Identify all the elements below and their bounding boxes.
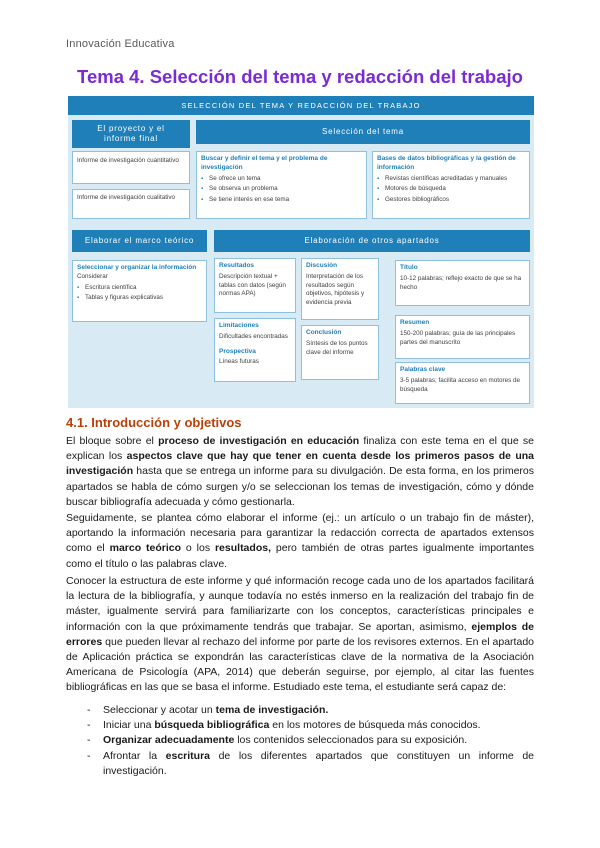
titulo-title: Título	[400, 264, 418, 271]
objective-item	[87, 703, 534, 718]
titulo-text: 10-12 palabras; reflejo exacto de que se ha hecho	[400, 274, 522, 291]
bold-run: Organizar adecuadamente	[103, 734, 235, 747]
text-run: Conocer la estructura de este informe y qué información recoge cada uno de los apartados facilitará la lectura de la bibliografía, y aunque todavía no estés inmerso en la realización del trabajo fin de máster, igualmente servirá para familiarizarte con los conceptos, características principales e información con la que próximamente tendrás que trabajar. Se aportan, asimismo,	[66, 575, 534, 633]
text-run: los contenidos seleccionados para su exposición.	[234, 734, 468, 747]
text-run: de los diferentes apartados que constituyen un informe de investigación.	[103, 749, 534, 777]
resultados-title: Resultados	[219, 262, 255, 269]
text-run: finaliza con este tema en el que se explican los	[66, 435, 534, 463]
discusion-box	[301, 258, 379, 320]
buscar-tema-box	[196, 151, 367, 219]
resultados-text: Descripción textual + tablas con datos (según normas APA)	[219, 272, 286, 298]
conclusion-box	[301, 325, 379, 380]
marco-title: Seleccionar y organizar la información	[77, 264, 197, 271]
marco-intro: Considerar	[77, 272, 108, 280]
palabras-clave-title: Palabras clave	[400, 366, 446, 373]
discusion-text: Interpretación de los resultados según objetivos, hipótesis y evidencia previa	[306, 272, 365, 307]
text-run: hasta que se entrega un informe para su divulgación. De esta forma, en los primeros apartados se habla de cómo surgen y/o se seleccionan los temas de investigación, cómo y dónde buscar bibliografía adecuada y cómo gestionarla.	[66, 465, 534, 508]
paragraph-3	[66, 574, 534, 696]
resumen-box	[395, 315, 530, 359]
bold-run: ejemplos de errores	[66, 620, 534, 648]
palabras-clave-box	[395, 362, 530, 404]
header-brand: Innovación Educativa	[66, 38, 175, 50]
diagram-top-bar: SELECCIÓN DEL TEMA Y REDACCIÓN DEL TRABAJO	[68, 96, 534, 115]
marco-heading: Elaborar el marco teórico	[72, 230, 207, 252]
objective-item	[87, 718, 534, 733]
resumen-title: Resumen	[400, 319, 430, 326]
conclusion-text: Síntesis de los puntos clave del informe	[306, 339, 368, 356]
bases-item: ▪ Gestores bibliográficos	[377, 196, 525, 205]
limitaciones-box	[214, 318, 296, 382]
limitaciones-text: Dificultades encontradas	[219, 332, 288, 340]
titulo-box	[395, 260, 530, 306]
text-run: pero también de otras partes igualmente importantes como el título o las palabras clave.	[66, 542, 534, 570]
text-run: Iniciar una	[103, 719, 155, 732]
text-run: en los motores de búsqueda más conocidos.	[269, 719, 481, 732]
bold-run: aspectos clave que hay que tener en cuenta desde los primeros pasos de una investigación	[66, 450, 535, 478]
proyecto-heading: El proyecto y el informe final	[72, 120, 190, 148]
bases-datos-box	[372, 151, 530, 219]
marco-item: ▪ Tablas y figuras explicativas	[77, 294, 202, 303]
objective-item	[87, 749, 534, 779]
prospectiva-text: Líneas futuras	[219, 358, 259, 366]
marco-box	[72, 260, 207, 322]
text-run: Afrontar la	[103, 749, 166, 762]
objectives-list	[87, 703, 534, 779]
bold-run: tema de investigación.	[215, 704, 329, 716]
paragraph-1	[66, 434, 534, 510]
bases-item: ▪ Motores de búsqueda	[377, 185, 525, 194]
palabras-clave-text: 3-5 palabras; facilita acceso en motores de búsqueda	[400, 376, 521, 393]
resumen-text: 150-200 palabras; guía de las principales partes del manuscrito	[400, 329, 516, 346]
proyecto-item-cualitativo: Informe de investigación cualitativo	[72, 189, 190, 219]
limitaciones-title: Limitaciones	[219, 322, 259, 329]
discusion-title: Discusión	[306, 262, 338, 269]
bold-run: resultados,	[214, 542, 271, 555]
bases-datos-title: Bases de datos bibliográficas y la gestión de información	[377, 155, 516, 171]
buscar-item: ▪ Se observa un problema	[201, 185, 362, 194]
text-run: que pueden llevar al rechazo del informe por parte de los revisores externos. En el apartado de Aplicación práctica se expondrán las características clave de la normativa de la Asociación Americana de Psicología (APA, 2014) que deberán seguirse, por ejemplo, al citar las fuentes bibliográficas en las que se basa el informe. Estudiado este tema, el estudiante será capaz de:	[66, 635, 534, 694]
page-title: Tema 4. Selección del tema y redacción del trabajo	[77, 66, 523, 87]
resultados-box	[214, 258, 296, 313]
section-heading: 4.1. Introducción y objetivos	[66, 415, 242, 430]
buscar-item: ▪ Se tiene interés en ese tema	[201, 196, 362, 205]
text-run: o los	[181, 542, 215, 555]
bold-run: búsqueda bibliográfica	[154, 719, 270, 732]
buscar-tema-title: Buscar y definir el tema y el problema de investigación	[201, 155, 328, 171]
text-run: El bloque sobre el	[66, 435, 159, 447]
marco-item: ▪ Escritura científica	[77, 284, 202, 293]
bases-item: ▪ Revistas científicas acreditadas y manuales	[377, 175, 525, 184]
bold-run: escritura	[165, 749, 211, 762]
topic-diagram	[68, 96, 534, 408]
conclusion-title: Conclusión	[306, 329, 342, 336]
prospectiva-title: Prospectiva	[219, 347, 256, 355]
proyecto-item-cuantitativo: Informe de investigación cuantitativo	[72, 151, 190, 184]
buscar-item: ▪ Se ofrece un tema	[201, 175, 362, 184]
bold-run: proceso de investigación en educación	[158, 435, 360, 447]
bold-run: marco teórico	[109, 542, 182, 555]
otros-heading: Elaboración de otros apartados	[214, 230, 530, 252]
text-run: Seleccionar y acotar un	[103, 704, 216, 716]
paragraph-2	[66, 511, 534, 572]
objective-item	[87, 733, 534, 748]
text-run: Seguidamente, se plantea cómo elaborar el informe (ej.: un artículo o un trabajo fin de máster), aportando la información necesaria para garantizar la redacción correcta de apartados extensos como el	[66, 512, 534, 555]
seleccion-heading: Selección del tema	[196, 120, 530, 144]
